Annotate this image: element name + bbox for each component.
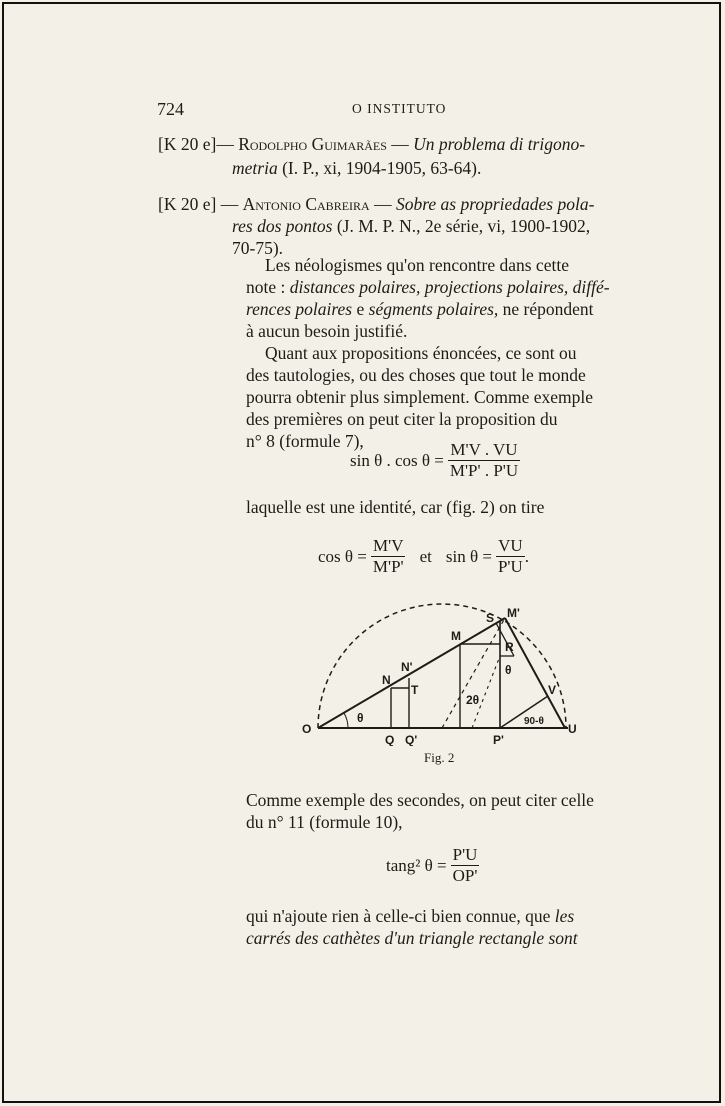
label-M: M: [451, 629, 461, 643]
angle-arc-O: [344, 713, 348, 728]
entry-2-title: Sobre as propriedades pola-: [395, 194, 595, 214]
paragraph-1-line-2: note : distances polaires, projections polaires, diffé-: [246, 277, 610, 297]
figure-caption: Fig. 2: [424, 750, 455, 765]
label-Qp: Q': [405, 733, 418, 746]
paragraph-3-line-1: Comme exemple des secondes, on peut citer celle: [246, 790, 594, 810]
formula-3: tang² θ = $\frac{P'U}{OP'}$: [386, 845, 478, 885]
paragraph-2-line-2: des tautologies, ou des choses que tout le monde: [246, 365, 586, 385]
paragraph-2-line-4: des premières on peut citer la proposition du: [246, 409, 558, 429]
label-Np: N': [401, 660, 413, 674]
page-number: 724: [157, 99, 184, 119]
paragraph-1-line-3: rences polaires e ségments polaires, ne répondent: [246, 299, 594, 319]
bibliography-entry-1: [K 20 e]— Rodolpho Guimarães — Un problema di trigono-: [158, 134, 586, 154]
label-theta-R: θ: [505, 663, 512, 677]
paragraph-2-line-1: Quant aux propositions énoncées, ce sont ou: [265, 343, 577, 363]
entry-1-author: Rodolpho Guimarães: [238, 134, 387, 154]
dashed-line-2: [472, 656, 500, 728]
label-U: U: [568, 722, 577, 736]
label-Q: Q: [385, 733, 395, 746]
line-MU: [505, 618, 565, 728]
label-V: V: [548, 683, 557, 697]
label-Pp: P': [493, 733, 504, 746]
label-Mp: M': [507, 606, 520, 620]
label-O: O: [302, 722, 312, 736]
label-R: R: [505, 640, 514, 654]
formula-1: sin θ . cos θ = $\frac{M'V . VU}{M'P' . P'U}$: [350, 440, 519, 480]
label-N: N: [382, 673, 391, 687]
paragraph-1-line-1: Les néologismes qu'on rencontre dans cette: [265, 255, 569, 275]
entry-1-title: Un problema di trigono-: [413, 134, 586, 154]
bibliography-entry-2-cont: res dos pontos (J. M. P. N., 2e série, vi, 1900-1902,: [232, 216, 591, 236]
label-T: T: [411, 683, 419, 697]
label-theta-O: θ: [357, 711, 364, 725]
figure-2-diagram: [300, 596, 580, 746]
paragraph-2-line-5: n° 8 (formule 7),: [246, 431, 364, 451]
identity-line: laquelle est une identité, car (fig. 2) on tire: [246, 497, 545, 517]
bibliography-entry-2: [K 20 e] — Antonio Cabreira — Sobre as propriedades pola-: [158, 194, 595, 214]
formula-2: cos θ = $\frac{M'V}{M'P'}$ et sin θ = $\frac{VU}{P'U}$ .: [318, 536, 530, 576]
paragraph-2-line-3: pourra obtenir plus simplement. Comme exemple: [246, 387, 594, 407]
label-S: S: [486, 611, 495, 625]
label-angle-u: 90-θ: [524, 716, 544, 727]
paragraph-1-line-4: à aucun besoin justifié.: [246, 321, 408, 341]
bibliography-entry-2-cont2: 70-75).: [232, 238, 284, 258]
paragraph-4-line-1: qui n'ajoute rien à celle-ci bien connue, que les: [246, 906, 575, 926]
label-two-theta: 2θ: [466, 693, 480, 707]
entry-2-author: Antonio Cabreira: [242, 194, 370, 214]
paragraph-3-line-2: du n° 11 (formule 10),: [246, 812, 403, 832]
paragraph-4-line-2: carrés des cathètes d'un triangle rectangle sont: [246, 928, 578, 948]
bibliography-entry-1-cont: metria (I. P., xi, 1904-1905, 63-64).: [232, 158, 482, 178]
running-title: O INSTITUTO: [352, 101, 447, 116]
